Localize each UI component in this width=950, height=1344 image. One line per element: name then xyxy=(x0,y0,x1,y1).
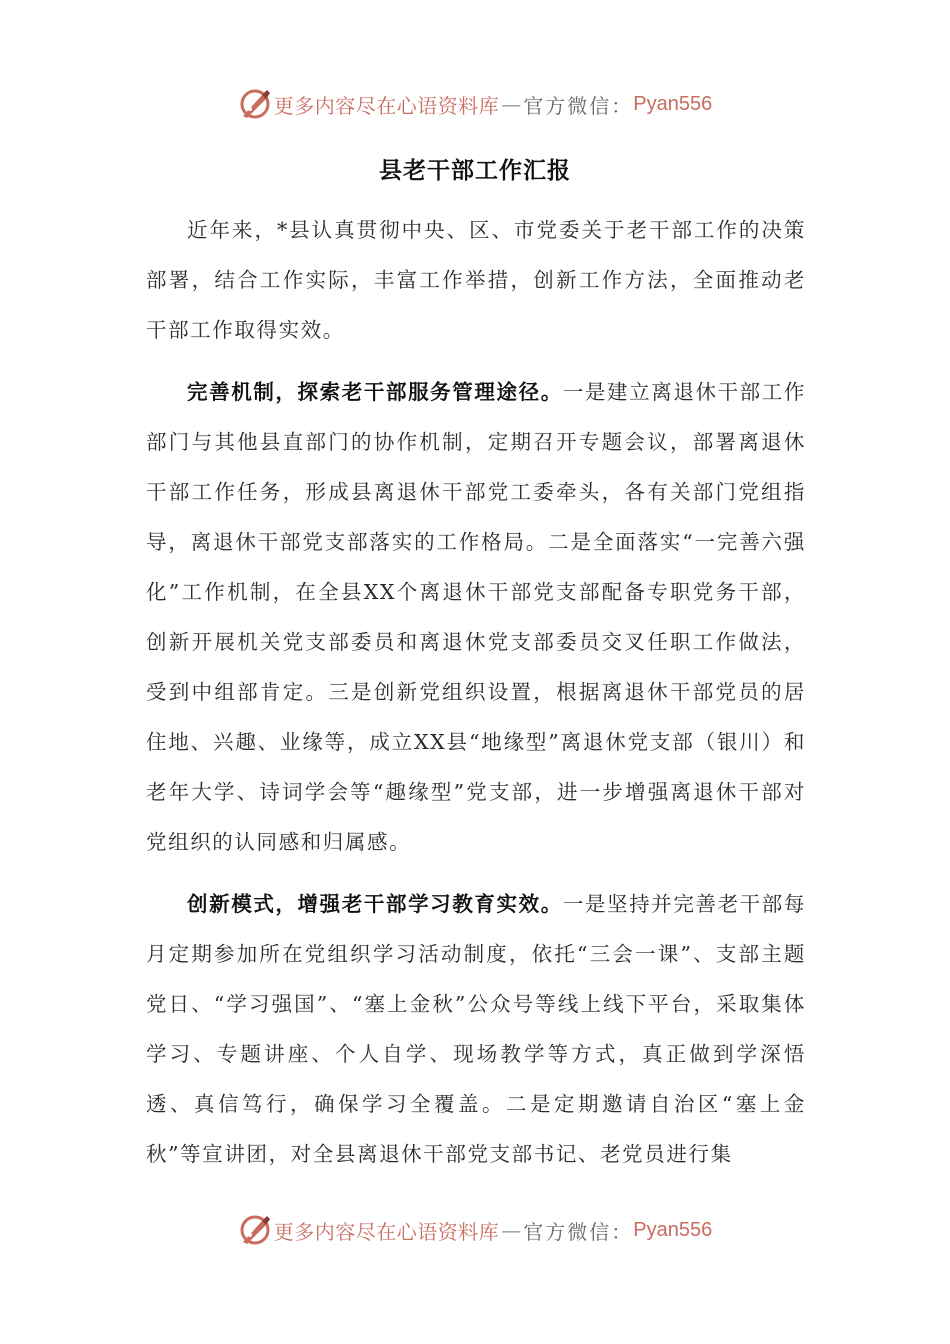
section-lead-1: 完善机制，探索老干部服务管理途径。 xyxy=(187,380,563,404)
banner-slogan: 更多内容尽在心语资料库 xyxy=(273,1219,500,1244)
pen-logo-icon xyxy=(238,1213,272,1247)
banner-dash: — xyxy=(501,1218,522,1242)
pen-logo-icon xyxy=(238,87,272,121)
banner-wechat-label: 官方微信： xyxy=(523,1219,634,1244)
section-paragraph-2 xyxy=(146,879,806,1179)
section-body-2: 一是坚持并完善老干部每月定期参加所在党组织学习活动制度，依托“三会一课”、支部主题党日、“学习强国”、“塞上金秋”公众号等线上线下平台，采取集体学习、专题讲座、个人自学、现场教学等方式，真正做到学深悟透、真信笃行，确保学习全覆盖。二是定期邀请自治区“塞上金秋”等宣讲团，对全县离退休干部党支部书记、老党员进行集 xyxy=(146,892,806,1166)
section-paragraph-1 xyxy=(146,367,806,867)
header-banner xyxy=(0,84,950,124)
document-body xyxy=(146,205,806,1179)
intro-paragraph: 近年来，*县认真贯彻中央、区、市党委关于老干部工作的决策部署，结合工作实际，丰富工作举措，创新工作方法，全面推动老干部工作取得实效。 xyxy=(146,218,806,342)
banner-wechat-id: Pyan556 xyxy=(633,1218,713,1241)
banner-wechat-id: Pyan556 xyxy=(633,92,713,115)
section-body-1: 一是建立离退休干部工作部门与其他县直部门的协作机制，定期召开专题会议，部署离退休干部工作任务，形成县离退休干部党工委牵头，各有关部门党组指导，离退休干部党支部落实的工作格局。二是全面落实“一完善六强化”工作机制，在全县XX个离退休干部党支部配备专职党务干部，创新开展机关党支部委员和离退休党支部委员交叉任职工作做法，受到中组部肯定。三是创新党组织设置，根据离退休干部党员的居住地、兴趣、业缘等，成立XX县“地缘型”离退休党支部（银川）和老年大学、诗词学会等“趣缘型”党支部，进一步增强离退休干部对党组织的认同感和归属感。 xyxy=(146,380,806,854)
banner-slogan: 更多内容尽在心语资料库 xyxy=(273,93,500,118)
footer-banner xyxy=(0,1210,950,1250)
banner-dash: — xyxy=(501,92,522,116)
section-lead-2: 创新模式，增强老干部学习教育实效。 xyxy=(187,892,563,916)
banner-wechat-label: 官方微信： xyxy=(523,93,634,118)
document-title: 县老干部工作汇报 xyxy=(379,157,571,184)
